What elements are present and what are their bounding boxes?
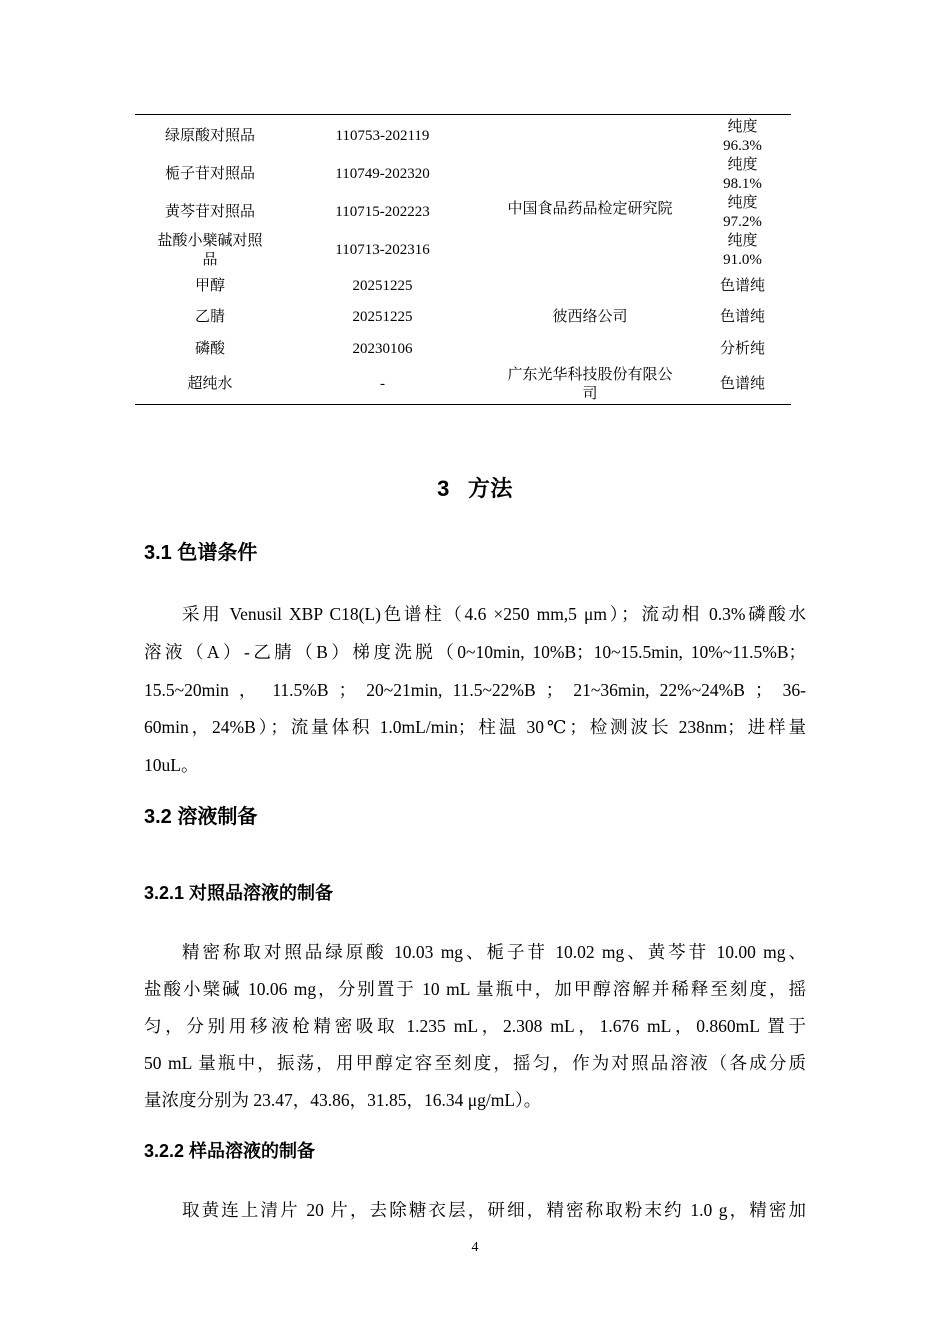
subsection-heading-3-1: 3.1 色谱条件 <box>144 542 258 564</box>
paragraph-line: 精密称取对照品绿原酸 10.03 mg、栀子苷 10.02 mg、黄芩苷 10.00 mg、 <box>182 942 806 962</box>
table-cell-name: 乙腈 <box>194 309 225 325</box>
paragraph-line: 10uL。 <box>144 755 199 775</box>
table-cell-name: 磷酸 <box>194 341 225 357</box>
table-cell-name: 盐酸小檗碱对照 品 <box>157 233 263 268</box>
table-cell-grade: 纯度 97.2% <box>723 195 762 230</box>
table-cell-grade: 纯度 91.0% <box>723 233 762 268</box>
page-number: 4 <box>471 1240 479 1255</box>
table-cell-source: 广东光华科技股份有限公 司 <box>507 367 673 402</box>
table-cell-source: 中国食品药品检定研究院 <box>507 201 673 217</box>
table-cell-batch: 110753-202119 <box>335 128 430 144</box>
table-cell-batch: - <box>380 376 385 392</box>
subsection-heading-3-2-2: 3.2.2 样品溶液的制备 <box>144 1141 316 1161</box>
subsection-heading-3-2: 3.2 溶液制备 <box>144 806 258 828</box>
paragraph-line: 15.5~20min ， 11.5%B ； 20~21min, 11.5~22%B ； 21~36min, 22%~24%B ； 36- <box>144 680 806 700</box>
paragraph-line: 采用 Venusil XBP C18(L)色谱柱（4.6 ×250 mm,5 μm）；流动相 0.3%磷酸水 <box>182 604 806 624</box>
table-cell-batch: 110749-202320 <box>335 166 430 182</box>
section-number: 3 <box>437 476 450 501</box>
section-title: 方法 <box>467 476 513 501</box>
table-cell-name: 绿原酸对照品 <box>164 128 255 144</box>
subsection-heading-3-2-1: 3.2.1 对照品溶液的制备 <box>144 883 334 903</box>
paragraph-line: 匀，分别用移液枪精密吸取 1.235 mL，2.308 mL，1.676 mL，0.860mL 置于 <box>144 1016 806 1036</box>
paragraph-line: 盐酸小檗碱 10.06 mg，分别置于 10 mL 量瓶中，加甲醇溶解并稀释至刻度，摇 <box>144 979 806 999</box>
table-cell-grade: 纯度 96.3% <box>723 119 762 154</box>
reagents-table <box>135 114 791 405</box>
paragraph-line: 60min，24%B）；流量体积 1.0mL/min；柱温 30℃；检测波长 238nm；进样量 <box>144 717 806 737</box>
table-cell-grade: 色谱纯 <box>719 309 765 325</box>
table-cell-batch: 110715-202223 <box>335 204 430 220</box>
table-cell-source: 彼西络公司 <box>552 309 628 325</box>
paragraph-line: 量浓度分别为 23.47，43.86，31.85，16.34 μg/mL）。 <box>144 1090 542 1110</box>
paragraph-line: 取黄连上清片 20 片，去除糖衣层，研细，精密称取粉末约 1.0 g，精密加 <box>182 1200 806 1220</box>
section-heading <box>0 474 950 504</box>
paragraph-line: 溶液（A）-乙腈（B）梯度洗脱（0~10min, 10%B；10~15.5min, 10%~11.5%B； <box>144 642 806 662</box>
table-cell-grade: 分析纯 <box>719 341 765 357</box>
table-cell-name: 栀子苷对照品 <box>164 166 255 182</box>
table-cell-grade: 色谱纯 <box>719 376 765 392</box>
table-cell-batch: 20230106 <box>352 341 413 357</box>
table-cell-name: 超纯水 <box>187 376 233 392</box>
paragraph-line: 50 mL 量瓶中，振荡，用甲醇定容至刻度，摇匀，作为对照品溶液（各成分质 <box>144 1053 806 1073</box>
table-cell-batch: 20251225 <box>352 278 413 294</box>
table-cell-name: 黄芩苷对照品 <box>164 204 255 220</box>
table-cell-grade: 色谱纯 <box>719 278 765 294</box>
table-cell-name: 甲醇 <box>194 278 225 294</box>
table-cell-batch: 20251225 <box>352 309 413 325</box>
table-cell-grade: 纯度 98.1% <box>723 157 762 192</box>
table-cell-batch: 110713-202316 <box>335 242 430 258</box>
